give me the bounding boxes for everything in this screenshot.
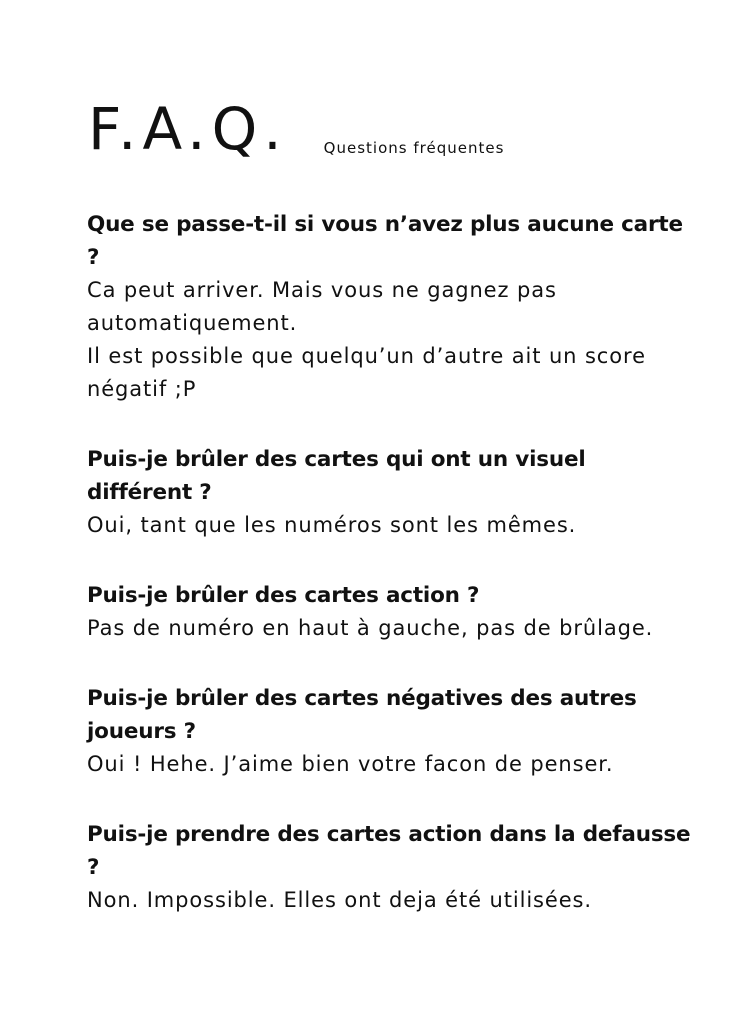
faq-answer: Ca peut arriver. Mais vous ne gagnez pas automatiquement. Il est possible que quelqu’un d’autre ait un score négatif ;P [87,278,646,401]
spacer [87,406,697,443]
page-title: F.A.Q. [88,95,288,163]
faq-answer: Oui, tant que les numéros sont les mêmes. [87,513,577,537]
faq-answer: Pas de numéro en haut à gauche, pas de brûlage. [87,616,654,640]
spacer [87,781,697,818]
spacer [87,645,697,682]
faq-question: Que se passe-t-il si vous n’avez plus aucune carte ? [87,212,683,270]
faq-item [87,818,697,917]
faq-item [87,443,697,542]
faq-question: Puis-je brûler des cartes action ? [87,583,480,608]
faq-item [87,208,697,406]
faq-item [87,579,697,645]
faq-question: Puis-je brûler des cartes négatives des autres joueurs ? [87,686,637,744]
page-header [88,95,505,163]
faq-question: Puis-je brûler des cartes qui ont un visuel différent ? [87,447,586,505]
faq-answer: Oui ! Hehe. J’aime bien votre facon de penser. [87,752,614,776]
faq-list [87,208,697,917]
page-subtitle: Questions fréquentes [323,139,505,157]
faq-answer: Non. Impossible. Elles ont deja été utilisées. [87,888,592,912]
spacer [87,542,697,579]
faq-item [87,682,697,781]
faq-question: Puis-je prendre des cartes action dans la defausse ? [87,822,691,880]
